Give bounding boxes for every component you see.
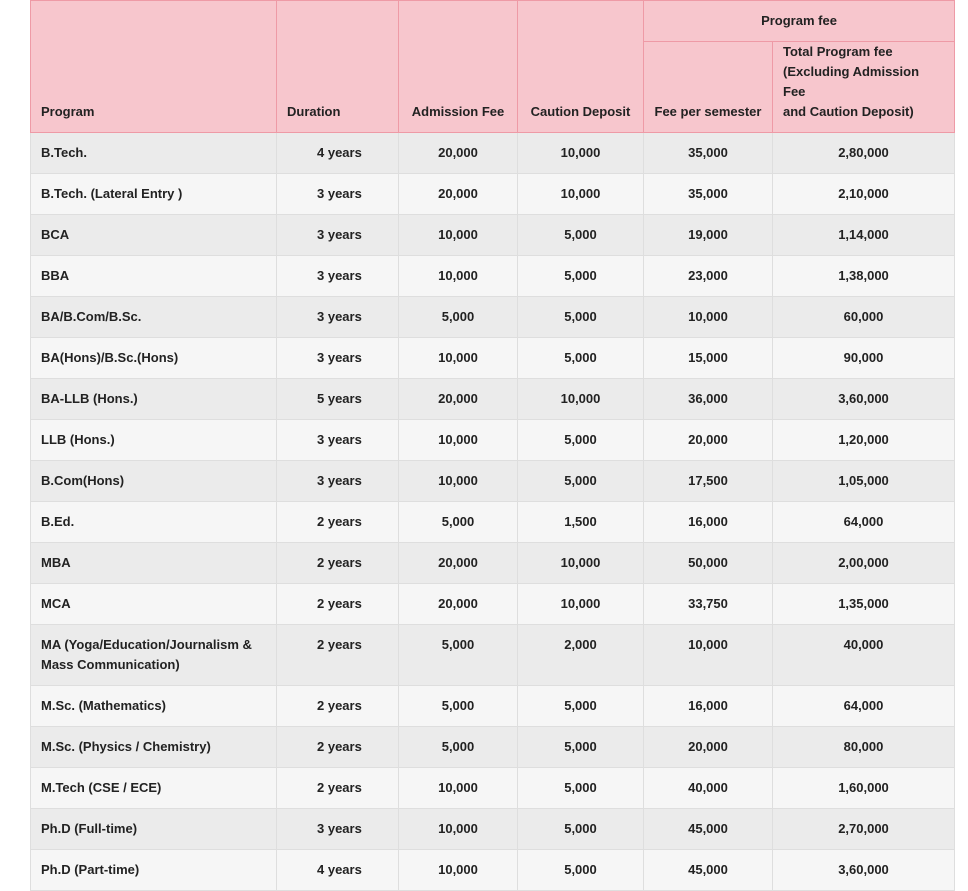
cell-caution-deposit: 5,000 — [518, 727, 644, 768]
cell-caution-deposit: 5,000 — [518, 297, 644, 338]
cell-program: M.Sc. (Physics / Chemistry) — [31, 727, 277, 768]
cell-total-program-fee: 2,00,000 — [773, 543, 955, 584]
cell-admission-fee: 5,000 — [399, 297, 518, 338]
cell-fee-per-semester: 35,000 — [644, 174, 773, 215]
cell-fee-per-semester: 40,000 — [644, 768, 773, 809]
cell-total-program-fee: 1,35,000 — [773, 584, 955, 625]
cell-total-program-fee: 80,000 — [773, 727, 955, 768]
cell-caution-deposit: 5,000 — [518, 215, 644, 256]
cell-caution-deposit: 5,000 — [518, 768, 644, 809]
cell-fee-per-semester: 35,000 — [644, 133, 773, 174]
table-row — [31, 727, 955, 768]
cell-total-program-fee: 1,20,000 — [773, 420, 955, 461]
cell-caution-deposit: 5,000 — [518, 809, 644, 850]
cell-fee-per-semester: 20,000 — [644, 420, 773, 461]
cell-fee-per-semester: 19,000 — [644, 215, 773, 256]
table-row — [31, 584, 955, 625]
cell-duration: 3 years — [277, 338, 399, 379]
cell-fee-per-semester: 23,000 — [644, 256, 773, 297]
cell-duration: 2 years — [277, 768, 399, 809]
table-row — [31, 502, 955, 543]
table-row — [31, 768, 955, 809]
table-row — [31, 338, 955, 379]
cell-duration: 3 years — [277, 809, 399, 850]
cell-program: MBA — [31, 543, 277, 584]
table-row — [31, 461, 955, 502]
cell-caution-deposit: 5,000 — [518, 420, 644, 461]
cell-duration: 2 years — [277, 625, 399, 686]
table-header — [31, 1, 955, 133]
table-row — [31, 420, 955, 461]
header-fee-per-semester: Fee per semester — [644, 42, 773, 133]
cell-admission-fee: 5,000 — [399, 625, 518, 686]
cell-caution-deposit: 10,000 — [518, 133, 644, 174]
cell-fee-per-semester: 10,000 — [644, 297, 773, 338]
cell-duration: 3 years — [277, 174, 399, 215]
cell-admission-fee: 5,000 — [399, 727, 518, 768]
cell-total-program-fee: 2,70,000 — [773, 809, 955, 850]
cell-fee-per-semester: 36,000 — [644, 379, 773, 420]
cell-total-program-fee: 90,000 — [773, 338, 955, 379]
header-caution-deposit: Caution Deposit — [518, 1, 644, 133]
cell-program: BBA — [31, 256, 277, 297]
header-total-line3: and Caution Deposit) — [783, 104, 914, 119]
cell-admission-fee: 20,000 — [399, 543, 518, 584]
cell-total-program-fee: 64,000 — [773, 502, 955, 543]
table-row — [31, 256, 955, 297]
cell-program: LLB (Hons.) — [31, 420, 277, 461]
cell-program: Ph.D (Full-time) — [31, 809, 277, 850]
cell-admission-fee: 20,000 — [399, 379, 518, 420]
program-fee-table — [30, 0, 955, 891]
cell-program: B.Tech. — [31, 133, 277, 174]
cell-fee-per-semester: 16,000 — [644, 502, 773, 543]
cell-total-program-fee: 64,000 — [773, 686, 955, 727]
cell-total-program-fee: 2,80,000 — [773, 133, 955, 174]
table-row — [31, 809, 955, 850]
cell-duration: 2 years — [277, 543, 399, 584]
cell-total-program-fee: 2,10,000 — [773, 174, 955, 215]
table-row — [31, 850, 955, 891]
cell-program: BCA — [31, 215, 277, 256]
cell-duration: 2 years — [277, 727, 399, 768]
table-row — [31, 379, 955, 420]
header-total-line2: (Excluding Admission Fee — [783, 64, 920, 99]
cell-caution-deposit: 10,000 — [518, 174, 644, 215]
cell-fee-per-semester: 15,000 — [644, 338, 773, 379]
cell-admission-fee: 20,000 — [399, 584, 518, 625]
table-row — [31, 133, 955, 174]
header-total-program-fee — [773, 42, 955, 133]
cell-caution-deposit: 10,000 — [518, 543, 644, 584]
cell-duration: 4 years — [277, 850, 399, 891]
table-row — [31, 215, 955, 256]
cell-fee-per-semester: 16,000 — [644, 686, 773, 727]
cell-program: B.Tech. (Lateral Entry ) — [31, 174, 277, 215]
header-program-fee-group: Program fee — [644, 1, 955, 42]
cell-program: BA/B.Com/B.Sc. — [31, 297, 277, 338]
cell-caution-deposit: 5,000 — [518, 461, 644, 502]
cell-program: B.Com(Hons) — [31, 461, 277, 502]
header-duration: Duration — [277, 1, 399, 133]
cell-fee-per-semester: 45,000 — [644, 850, 773, 891]
cell-duration: 3 years — [277, 297, 399, 338]
cell-duration: 2 years — [277, 502, 399, 543]
cell-program: B.Ed. — [31, 502, 277, 543]
cell-program: M.Tech (CSE / ECE) — [31, 768, 277, 809]
cell-duration: 2 years — [277, 584, 399, 625]
header-admission-fee: Admission Fee — [399, 1, 518, 133]
cell-admission-fee: 10,000 — [399, 215, 518, 256]
cell-total-program-fee: 3,60,000 — [773, 850, 955, 891]
cell-program: BA-LLB (Hons.) — [31, 379, 277, 420]
cell-admission-fee: 10,000 — [399, 338, 518, 379]
fee-table-container — [30, 0, 954, 891]
cell-admission-fee: 10,000 — [399, 850, 518, 891]
header-total-line1: Total Program fee — [783, 44, 893, 59]
cell-caution-deposit: 10,000 — [518, 584, 644, 625]
cell-admission-fee: 10,000 — [399, 420, 518, 461]
cell-fee-per-semester: 33,750 — [644, 584, 773, 625]
cell-admission-fee: 5,000 — [399, 502, 518, 543]
table-body — [31, 133, 955, 891]
cell-total-program-fee: 1,14,000 — [773, 215, 955, 256]
cell-total-program-fee: 1,05,000 — [773, 461, 955, 502]
cell-total-program-fee: 1,60,000 — [773, 768, 955, 809]
cell-duration: 3 years — [277, 215, 399, 256]
cell-duration: 4 years — [277, 133, 399, 174]
cell-caution-deposit: 5,000 — [518, 850, 644, 891]
cell-caution-deposit: 5,000 — [518, 256, 644, 297]
cell-total-program-fee: 60,000 — [773, 297, 955, 338]
cell-duration: 3 years — [277, 420, 399, 461]
cell-fee-per-semester: 17,500 — [644, 461, 773, 502]
cell-caution-deposit: 10,000 — [518, 379, 644, 420]
cell-caution-deposit: 5,000 — [518, 686, 644, 727]
cell-fee-per-semester: 45,000 — [644, 809, 773, 850]
table-row — [31, 543, 955, 584]
cell-admission-fee: 10,000 — [399, 768, 518, 809]
cell-total-program-fee: 1,38,000 — [773, 256, 955, 297]
cell-caution-deposit: 1,500 — [518, 502, 644, 543]
cell-duration: 2 years — [277, 686, 399, 727]
cell-duration: 3 years — [277, 461, 399, 502]
cell-duration: 3 years — [277, 256, 399, 297]
table-row — [31, 625, 955, 686]
cell-admission-fee: 10,000 — [399, 461, 518, 502]
cell-caution-deposit: 2,000 — [518, 625, 644, 686]
cell-fee-per-semester: 10,000 — [644, 625, 773, 686]
cell-fee-per-semester: 50,000 — [644, 543, 773, 584]
table-row — [31, 174, 955, 215]
cell-admission-fee: 10,000 — [399, 809, 518, 850]
cell-admission-fee: 10,000 — [399, 256, 518, 297]
header-program: Program — [31, 1, 277, 133]
table-row — [31, 686, 955, 727]
cell-program: MCA — [31, 584, 277, 625]
cell-admission-fee: 20,000 — [399, 133, 518, 174]
cell-caution-deposit: 5,000 — [518, 338, 644, 379]
cell-duration: 5 years — [277, 379, 399, 420]
cell-program: BA(Hons)/B.Sc.(Hons) — [31, 338, 277, 379]
cell-admission-fee: 5,000 — [399, 686, 518, 727]
cell-program: MA (Yoga/Education/Journalism & Mass Communication) — [31, 625, 277, 686]
cell-admission-fee: 20,000 — [399, 174, 518, 215]
cell-program: Ph.D (Part-time) — [31, 850, 277, 891]
cell-total-program-fee: 3,60,000 — [773, 379, 955, 420]
cell-program: M.Sc. (Mathematics) — [31, 686, 277, 727]
table-row — [31, 297, 955, 338]
cell-total-program-fee: 40,000 — [773, 625, 955, 686]
cell-fee-per-semester: 20,000 — [644, 727, 773, 768]
